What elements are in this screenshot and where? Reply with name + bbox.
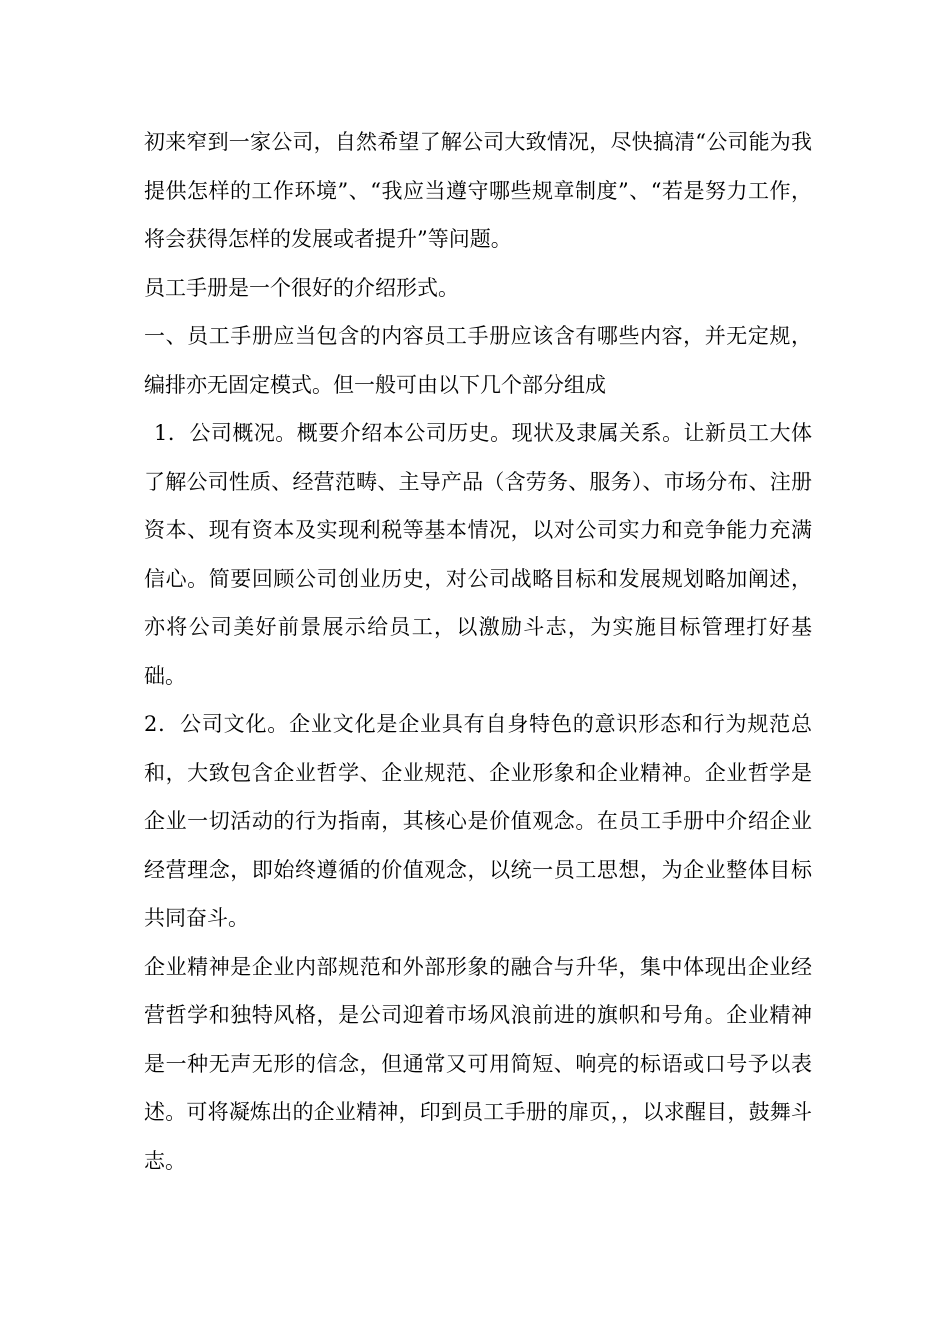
paragraph-intro: 初来窄到一家公司，自然希望了解公司大致情况，尽快搞清“公司能为我提供怎样的工作环境”、“我应当遵守哪些规章制度”、“若是努力工作，将会获得怎样的发展或者提升”等问题。: [144, 130, 812, 251]
paragraph-section-one: 一、员工手册应当包含的内容员工手册应该含有哪些内容，并无定规，编排亦无固定模式。但一般可由以下几个部分组成: [144, 324, 812, 397]
paragraph-handbook-form: 员工手册是一个很好的介绍形式。: [144, 275, 459, 300]
paragraph-company-culture: 2．公司文化。企业文化是企业具有自身特色的意识形态和行为规范总和，大致包含企业哲学、企业规范、企业形象和企业精神。企业哲学是企业一切活动的行为指南，其核心是价值观念。在员工手册中介绍企业经营理念，即始终遵循的价值观念，以统一员工思想，为企业整体目标共同奋斗。: [144, 712, 812, 930]
paragraph-company-overview: 1．公司概况。概要介绍本公司历史。现状及隶属关系。让新员工大体了解公司性质、经营范畴、主导产品（含劳务、服务）、市场分布、注册资本、现有资本及实现利税等基本情况，以对公司实力和竞争能力充满信心。简要回顾公司创业历史，对公司战略目标和发展规划略加阐述，亦将公司美好前景展示给员工，以激励斗志，为实施目标管理打好基础。: [144, 421, 812, 688]
paragraph-enterprise-spirit: 企业精神是企业内部规范和外部形象的融合与升华，集中体现出企业经营哲学和独特风格，是公司迎着市场风浪前进的旗帜和号角。企业精神是一种无声无形的信念，但通常又可用简短、响亮的标语或口号予以表述。可将凝炼出的企业精神，印到员工手册的扉页，，以求醒目，鼓舞斗志。: [144, 954, 812, 1173]
document-body: [144, 118, 812, 1185]
